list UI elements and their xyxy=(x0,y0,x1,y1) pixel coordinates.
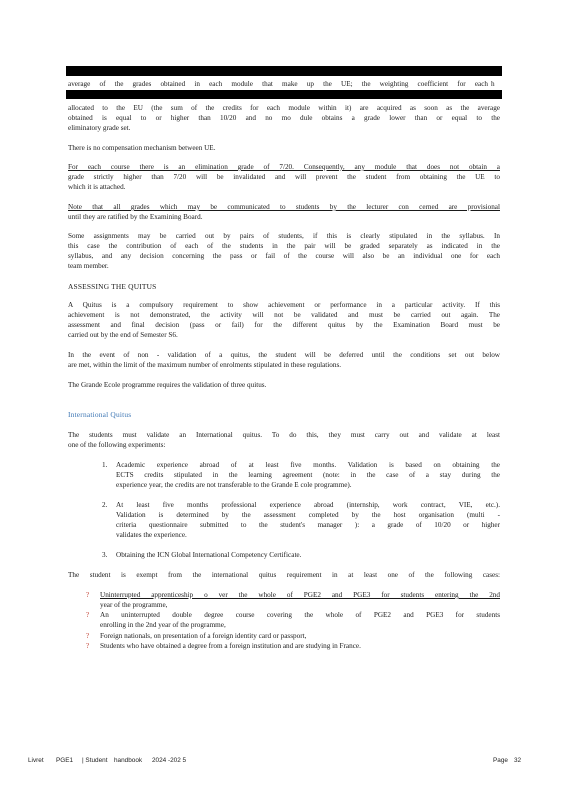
para-provisional-line-2: until they are ratified by the Examining Board. xyxy=(68,213,203,221)
bullet-marker-icon: ? xyxy=(86,591,90,599)
bullet-marker-icon: ? xyxy=(86,611,90,619)
footer-left-pge1: PGE1 xyxy=(56,757,74,764)
para-elimination-line-2: grade strictly higher than 7/20 will be invalidated and will prevent the student from obtaining the UE to xyxy=(68,173,500,181)
para-grande-ecole: The Grande Ecole programme requires the validation of three quitus. xyxy=(68,381,267,389)
para-international-intro-line-1: The students must validate an International quitus. To do this, they must carry out and validate at least xyxy=(68,431,500,439)
list-item-2-line-1: At least five months professional experience abroad (internship, work contract, VIE, etc.). xyxy=(116,501,500,509)
top-line: average of the grades obtained in each module that make up the UE; the weighting coefficient for each xyxy=(68,80,488,88)
footer-left-year: 2024 -202 5 xyxy=(152,757,187,764)
para-provisional-line-1: Note that all grades which may be communicated to students by the lecturer con cerned are provisional xyxy=(68,203,500,211)
para-assignments-line-2: this case the contribution of each of the students in the pair will be graded separately as indicated in the xyxy=(68,242,500,250)
bullet-marker-icon: ? xyxy=(86,642,90,650)
para-international-intro-line-2: one of the following experiments: xyxy=(68,441,166,449)
bullet-4-line-1: Students who have obtained a degree from a foreign institution and are studying in France. xyxy=(100,642,361,650)
section-heading-quitus: ASSESSING THE QUITUS xyxy=(68,282,157,291)
para-quitus-line-2: achievement is not demonstrated, the activity will not be validated and must be carried out again. The xyxy=(68,311,500,319)
para-allocated-line-1: allocated to the EU (the sum of the credits for each module within it) are acquired as soon as the average xyxy=(68,104,500,112)
bullet-marker-icon: ? xyxy=(86,632,90,640)
para-compensation: There is no compensation mechanism between UE. xyxy=(68,144,216,152)
footer-page-number: 32 xyxy=(514,757,522,764)
para-nonvalidation-line-2: are met, within the limit of the maximum number of enrolments stipulated in these regulations. xyxy=(68,361,342,369)
list-item-3-line-1: Obtaining the ICN Global International Competency Certificate. xyxy=(116,551,302,559)
bullet-1-line-1: Uninterrupted apprenticeship o ver the whole of PGE2 and PGE3 for students entering the 2nd xyxy=(100,591,500,599)
list-item-number: 3. xyxy=(102,551,108,559)
para-allocated-line-3: eliminatory grade set. xyxy=(68,124,131,132)
footer-page-label: Page xyxy=(493,757,508,764)
footer-left-livret: Livret xyxy=(28,757,44,764)
bullet-2-line-2: enrolling in the 2nd year of the programme, xyxy=(100,621,226,629)
list-item-number: 2. xyxy=(102,501,108,509)
list-item-number: 1. xyxy=(102,461,108,469)
list-item-1-line-2: ECTS credits stipulated in the learning agreement (note: in the case of a stay during the xyxy=(116,471,500,479)
list-item-2-line-3: criteria questionnaire submitted to the student's manager ): a grade of 10/20 or higher xyxy=(116,521,500,529)
bullet-3-line-1: Foreign nationals, on presentation of a foreign identity card or passport, xyxy=(100,632,307,640)
para-quitus-line-1: A Quitus is a compulsory requirement to show achievement or performance in a particular activity. If this xyxy=(68,301,500,309)
para-allocated-line-2: obtained is equal to or higher than 10/20 and no mo dule obtains a grade lower than or equal to the xyxy=(68,114,500,122)
header-bar-top xyxy=(66,66,502,76)
subsection-heading-international: International Quitus xyxy=(68,410,132,419)
para-assignments-line-3: syllabus, and any decision concerning the pass or fail of the course will also be an individual one for each xyxy=(68,252,500,260)
header-bar-bottom xyxy=(66,90,502,99)
footer-left-student: | Student xyxy=(82,757,108,764)
para-nonvalidation-line-1: In the event of non - validation of a quitus, the student will be deferred until the conditions set out below xyxy=(68,351,500,359)
list-item-1-line-1: Academic experience abroad of at least five months. Validation is based on obtaining the xyxy=(116,461,500,469)
para-assignments-line-1: Some assignments may be carried out by pairs of students, if this is clearly stipulated in the syllabus. In xyxy=(68,232,500,240)
bullet-1-line-2: year of the programme, xyxy=(100,601,168,609)
para-exempt: The student is exempt from the international quitus requirement in at least one of the following cases: xyxy=(68,571,500,579)
footer-left-handbook: handbook xyxy=(114,757,143,764)
para-quitus-line-3: assessment and final decision (pass or fail) for the different quitus by the Examination Board must be xyxy=(68,321,500,329)
top-line-end: h xyxy=(491,80,495,88)
para-assignments-line-4: team member. xyxy=(68,262,109,270)
para-elimination-line-3: which it is attached. xyxy=(68,183,126,191)
bullet-2-line-1: An uninterrupted double degree course covering the whole of PGE2 and PGE3 for students xyxy=(100,611,500,619)
para-elimination-line-1: For each course there is an elimination grade of 7/20. Consequently, any module that does not obtain a xyxy=(68,163,500,171)
list-item-2-line-2: Validation is determined by the assessment completed by the host organisation (multi - xyxy=(116,511,500,519)
para-quitus-line-4: carried out by the end of Semester S6. xyxy=(68,331,178,339)
list-item-2-line-4: validates the experience. xyxy=(116,531,187,539)
list-item-1-line-3: experience year, the credits are not transferable to the Grande E cole programme). xyxy=(116,481,352,489)
